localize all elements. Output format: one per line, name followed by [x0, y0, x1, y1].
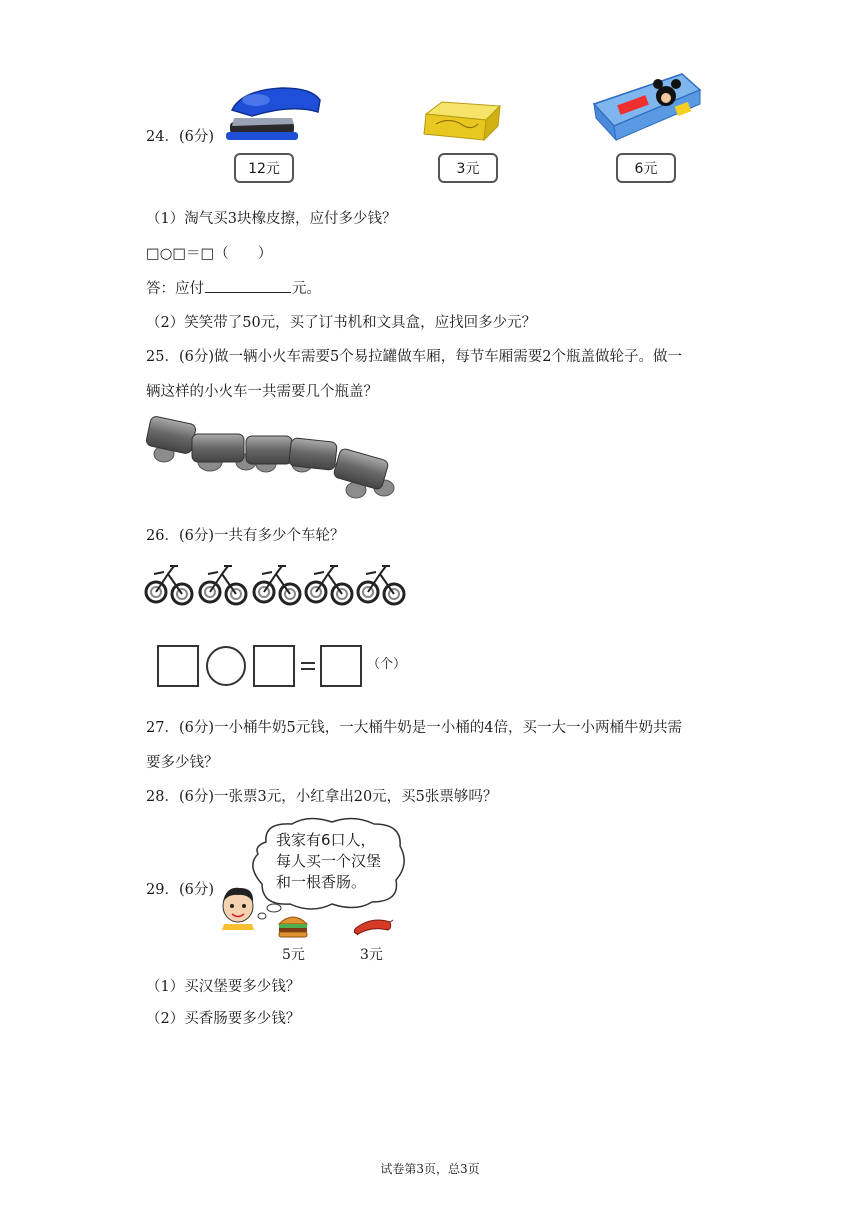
burger-icon — [276, 912, 310, 940]
stapler-price: 12元 — [248, 161, 280, 177]
pencil-case-price: 6元 — [634, 161, 658, 177]
q28-line1: 28．(6分)一张票3元，小红拿出20元，买5张票够吗？ — [146, 789, 498, 805]
eraser-price-box — [438, 153, 498, 183]
q24-answer — [146, 277, 321, 298]
bubble-text — [276, 830, 381, 893]
eraser-image — [420, 96, 504, 146]
equation-box-1[interactable] — [157, 645, 199, 687]
equation-operator-circle[interactable] — [206, 646, 246, 686]
q29-sub1: （1）买汉堡要多少钱？ — [146, 979, 301, 995]
equation-result-box[interactable] — [320, 645, 362, 687]
sausage-price: 3元 — [360, 947, 383, 963]
pencil-case-image — [590, 70, 704, 146]
boy-avatar — [218, 884, 258, 930]
sausage-icon — [352, 914, 394, 936]
eraser-price: 3元 — [456, 161, 480, 177]
q26-line1: 26．(6分)一共有多少个车轮？ — [146, 528, 345, 544]
can-train-image — [146, 410, 396, 502]
q27-line2: 要多少钱？ — [146, 755, 219, 771]
q25-line2: 辆这样的小火车一共需要几个瓶盖？ — [146, 384, 378, 400]
q25-line1: 25．(6分)做一辆小火车需要5个易拉罐做车厢，每节车厢需要2个瓶盖做轮子。做一 — [146, 349, 682, 365]
answer-blank[interactable] — [205, 280, 291, 293]
stapler-price-box — [234, 153, 294, 183]
answer-prefix: 答：应付 — [146, 281, 204, 297]
q27-line1: 27．(6分)一小桶牛奶5元钱，一大桶牛奶是一小桶的4倍，买一大一小两桶牛奶共需 — [146, 720, 682, 736]
q26-unit: （个） — [367, 657, 407, 672]
bubble-line-1: 我家有6口人， — [276, 831, 376, 849]
q24-sub1: （1）淘气买3块橡皮擦，应付多少钱？ — [146, 211, 397, 227]
stapler-image — [222, 82, 324, 144]
q24-formula: □○□＝□（ ） — [146, 246, 273, 262]
page-footer: 试卷第3页，总3页 — [380, 1162, 480, 1176]
q24-label: 24．(6分) — [146, 129, 214, 145]
answer-suffix: 元。 — [292, 281, 321, 297]
bubble-line-2: 每人买一个汉堡 — [276, 852, 382, 870]
equation-box-2[interactable] — [253, 645, 295, 687]
q24-sub2: （2）笑笑带了50元，买了订书机和文具盒，应找回多少元？ — [146, 315, 537, 331]
bubble-line-3: 和一根香肠。 — [276, 873, 367, 891]
q29-sub2: （2）买香肠要多少钱？ — [146, 1011, 301, 1027]
q29-label: 29．(6分) — [146, 882, 214, 898]
bicycles-image — [144, 560, 406, 608]
burger-price: 5元 — [282, 947, 305, 963]
equals-sign-icon — [300, 660, 316, 672]
pencil-case-price-box — [616, 153, 676, 183]
